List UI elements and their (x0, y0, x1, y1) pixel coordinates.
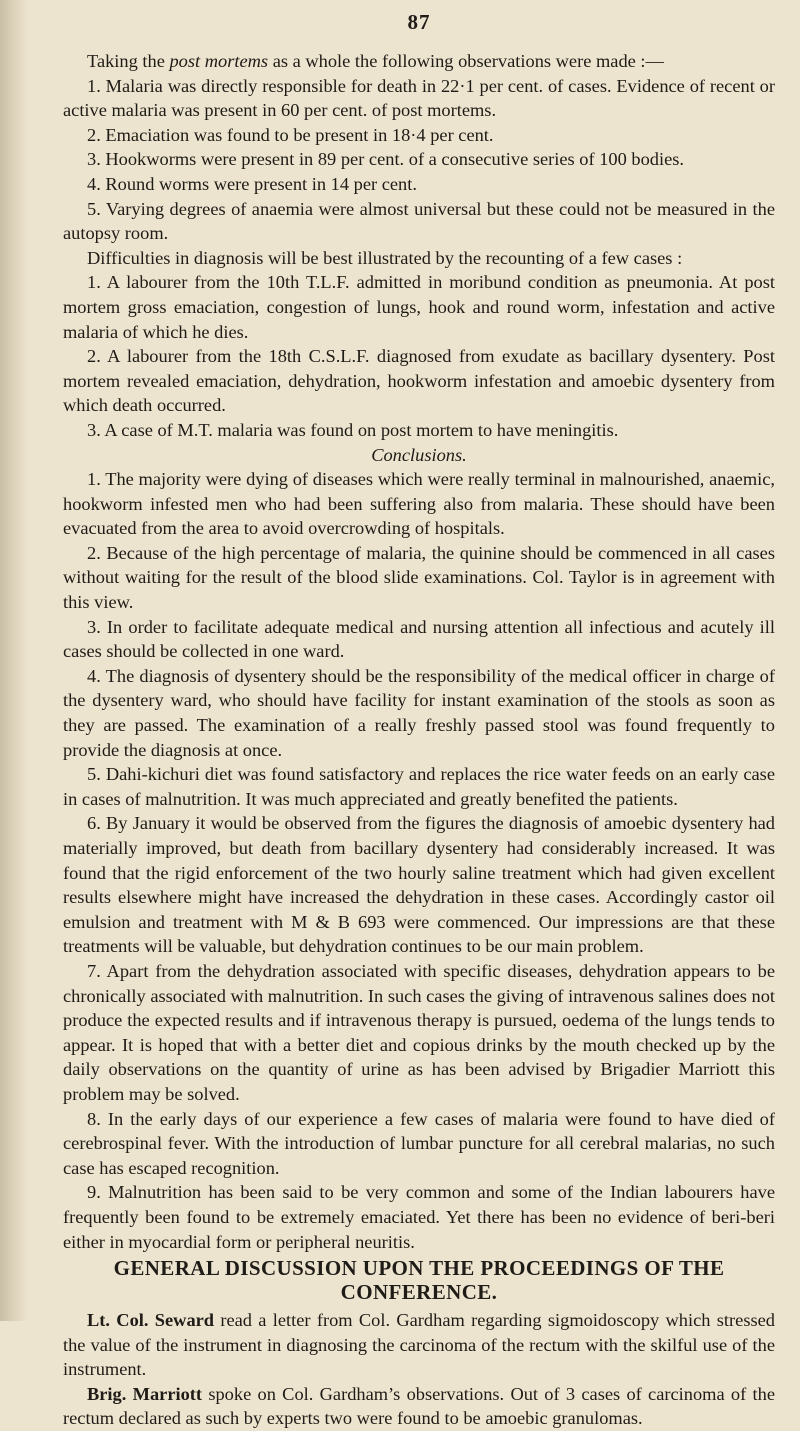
intro-paragraph (63, 49, 775, 74)
conclusion-item: 9. Malnutrition has been said to be very common and some of the Indian labourers have frequently been found to be extremely emaciated. Yet there has been no evidence of beri-beri either in myocardial form or peripheral neuritis. (63, 1182, 775, 1252)
conclusion-item: 5. Dahi-kichuri diet was found satisfactory and replaces the rice water feeds on an early case in cases of malnutrition. It was much appreciated and greatly benefited the patients. (63, 764, 775, 809)
conclusion-item: 2. Because of the high percentage of malaria, the quinine should be commenced in all cases without waiting for the result of the blood slide examinations. Col. Taylor is in agreement with this view. (63, 542, 775, 613)
discussion-paragraph (63, 1382, 775, 1431)
observation-item: 3. Hookworms were present in 89 per cent. of a consecutive series of 100 bodies. (87, 149, 685, 170)
speaker-name: Brig. Marriott (87, 1383, 203, 1404)
conclusion-item: 6. By January it would be observed from the figures the diagnosis of amoebic dysentery had materially improved, but death from bacillary dysentery had considerably increased. It was found that the rigid enforcement of the two hourly saline treatment which had given excellent results elsewhere might have increased the dehydration in these cases. Accordingly castor oil emulsion and treatment with M & B 693 were commenced. Our impressions are that these treatments will be valuable, but dehydration continues to be our main problem. (63, 813, 775, 957)
case-item: 2. A labourer from the 18th C.S.L.F. diagnosed from exudate as bacillary dysentery. Post mortem revealed emaciation, dehydration, hookworm infestation and amoebic dysentery from which death occurred. (63, 346, 775, 416)
observation-item: 1. Malaria was directly responsible for death in 22·1 per cent. of cases. Evidence of recent or active malaria was present in 60 per cent. of post mortems. (63, 75, 775, 121)
observation-item: 2. Emaciation was found to be present in 18·4 per cent. (87, 124, 494, 145)
case-item: 3. A case of M.T. malaria was found on post mortem to have meningitis. (87, 419, 619, 440)
intro-rest: as a whole the following observations were made :— (268, 51, 664, 71)
conclusion-item: 3. In order to facilitate adequate medical and nursing attention all infectious and acutely ill cases should be collected in one ward. (63, 616, 775, 662)
observation-item: 4. Round worms were present in 14 per cent. (87, 173, 417, 194)
speaker-name: Lt. Col. Seward (87, 1310, 215, 1331)
page-binding-edge (0, 0, 28, 1321)
conclusion-item: 1. The majority were dying of diseases which were really terminal in malnourished, anaemic, hookworm infested men who had been suffering also from malaria. These should have been evacuated from the area to avoid overcrowding of hospitals. (63, 469, 775, 539)
observation-item: 5. Varying degrees of anaemia were almost universal but these could not be measured in the autopsy room. (63, 198, 775, 244)
case-item: 1. A labourer from the 10th T.L.F. admitted in moribund condition as pneumonia. At post mortem gross emaciation, congestion of lungs, hook and round worm, infestation and active malaria of which he dies. (63, 272, 775, 342)
discussion-text: read a letter from Col. Gardham regarding sigmoidoscopy which stressed the value of the instrument in diagnosing the carcinoma of the rectum with the skilful use of the instrument. (63, 1310, 775, 1380)
page-number: 87 (407, 10, 431, 34)
conclusion-item: 8. In the early days of our experience a few cases of malaria were found to have died of cerebrospinal fever. With the introduction of lumbar puncture for all cerebral malarias, no such case has escaped recognition. (63, 1108, 775, 1178)
conclusion-item: 7. Apart from the dehydration associated with specific diseases, dehydration appears to be chronically associated with malnutrition. In such cases the giving of intravenous salines does not produce the expected results and if intravenous therapy is pursued, oedema of the lungs tends to appear. It is hoped that with a better diet and copious drinks by the mouth checked up by the daily observations on the quantity of urine as has been advised by Brigadier Marriott this problem may be solved. (63, 960, 775, 1104)
difficulties-intro: Difficulties in diagnosis will be best illustrated by the recounting of a few cases : (87, 247, 683, 268)
conclusions-heading: Conclusions. (371, 444, 467, 465)
discussion-paragraph (63, 1308, 775, 1382)
discussion-text: spoke on Col. Gardham’s observations. Out of 3 cases of carcinoma of the rectum declared as such by experts two were found to be amoebic granulomas. (63, 1383, 775, 1429)
intro-italic: post mortems (169, 51, 269, 71)
intro-lead: Taking the (87, 51, 170, 71)
discussion-heading: GENERAL DISCUSSION UPON THE PROCEEDINGS OF THE CONFERENCE. (113, 1256, 725, 1305)
conclusion-item: 4. The diagnosis of dysentery should be the responsibility of the medical officer in charge of the dysentery ward, who should have facility for instant examination of the stools as soon as they are passed. The examination of a really freshly passed stool was found frequently to provide the diagnosis at once. (63, 665, 775, 760)
document-page (63, 10, 775, 1431)
